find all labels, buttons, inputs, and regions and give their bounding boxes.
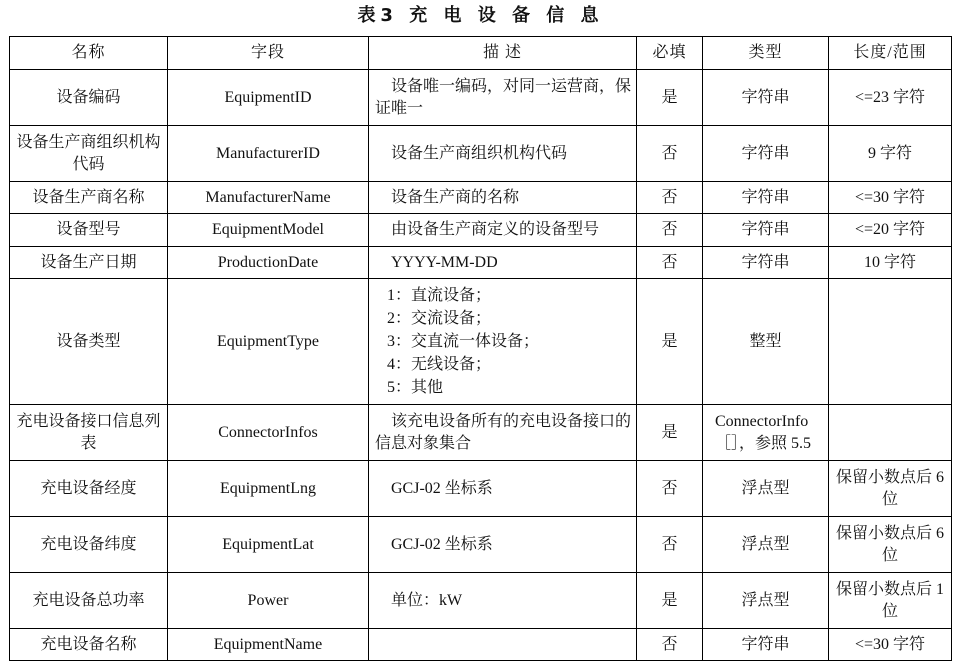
- cell-name: 设备类型: [10, 279, 168, 405]
- cell-range: 保留小数点后 1 位: [829, 573, 952, 629]
- cell-field: EquipmentModel: [168, 214, 369, 247]
- cell-description: 单位：kW: [369, 573, 637, 629]
- table-row: [10, 70, 952, 126]
- cell-name: 设备编码: [10, 70, 168, 126]
- cell-field: ProductionDate: [168, 247, 369, 279]
- table-row: [10, 126, 952, 182]
- cell-name: 充电设备接口信息列表: [10, 405, 168, 461]
- cell-field: EquipmentLng: [168, 461, 369, 517]
- cell-description: GCJ-02 坐标系: [369, 517, 637, 573]
- cell-description: 设备生产商组织机构代码: [369, 126, 637, 182]
- cell-type: 字符串: [703, 182, 829, 214]
- cell-name: 充电设备总功率: [10, 573, 168, 629]
- cell-range: <=23 字符: [829, 70, 952, 126]
- cell-description: 设备生产商的名称: [369, 182, 637, 214]
- cell-type: 浮点型: [703, 517, 829, 573]
- cell-type: 字符串: [703, 70, 829, 126]
- cell-name: 设备生产商组织机构代码: [10, 126, 168, 182]
- cell-name: 充电设备纬度: [10, 517, 168, 573]
- cell-required: 否: [637, 214, 703, 247]
- table-row: [10, 214, 952, 247]
- cell-range: [829, 279, 952, 405]
- equipment-type-option: 4：无线设备；: [387, 356, 492, 373]
- cell-range: <=20 字符: [829, 214, 952, 247]
- cell-description: [369, 279, 637, 405]
- cell-range: 10 字符: [829, 247, 952, 279]
- cell-field: EquipmentID: [168, 70, 369, 126]
- cell-required: 是: [637, 405, 703, 461]
- table-row: [10, 279, 952, 405]
- cell-required: 否: [637, 182, 703, 214]
- cell-required: 是: [637, 70, 703, 126]
- cell-required: 是: [637, 279, 703, 405]
- cell-required: 否: [637, 126, 703, 182]
- table-row: [10, 629, 952, 661]
- cell-type: 字符串: [703, 126, 829, 182]
- table-header-row: [10, 37, 952, 70]
- column-header-required: 必填: [637, 37, 703, 70]
- cell-required: 否: [637, 517, 703, 573]
- cell-description: 该充电设备所有的充电设备接口的信息对象集合: [369, 405, 637, 461]
- column-header-field: 字段: [168, 37, 369, 70]
- cell-type: 浮点型: [703, 573, 829, 629]
- table-row: [10, 573, 952, 629]
- table-row: [10, 405, 952, 461]
- cell-name: 充电设备名称: [10, 629, 168, 661]
- cell-description: 由设备生产商定义的设备型号: [369, 214, 637, 247]
- cell-required: 是: [637, 573, 703, 629]
- cell-range: 保留小数点后 6 位: [829, 461, 952, 517]
- table-row: [10, 247, 952, 279]
- cell-name: 设备型号: [10, 214, 168, 247]
- cell-field: ConnectorInfos: [168, 405, 369, 461]
- cell-name: 设备生产日期: [10, 247, 168, 279]
- column-header-type: 类型: [703, 37, 829, 70]
- cell-range: 9 字符: [829, 126, 952, 182]
- cell-description: 设备唯一编码，对同一运营商，保证唯一: [369, 70, 637, 126]
- cell-type: 浮点型: [703, 461, 829, 517]
- cell-range: [829, 405, 952, 461]
- equipment-type-option: 2：交流设备；: [387, 310, 492, 327]
- table-row: [10, 182, 952, 214]
- cell-type: 字符串: [703, 214, 829, 247]
- cell-type: 字符串: [703, 629, 829, 661]
- cell-name: 设备生产商名称: [10, 182, 168, 214]
- cell-description: GCJ-02 坐标系: [369, 461, 637, 517]
- cell-description: [369, 629, 637, 661]
- cell-required: 否: [637, 247, 703, 279]
- equipment-type-option: 3：交直流一体设备；: [387, 333, 540, 350]
- table-row: [10, 517, 952, 573]
- equipment-type-option: 1：直流设备；: [387, 287, 492, 304]
- cell-required: 否: [637, 629, 703, 661]
- cell-required: 否: [637, 461, 703, 517]
- cell-name: 充电设备经度: [10, 461, 168, 517]
- table-row: [10, 461, 952, 517]
- cell-range: <=30 字符: [829, 629, 952, 661]
- equipment-type-option: 5：其他: [387, 379, 444, 396]
- cell-type: ConnectorInfo［］，参照 5.5: [703, 405, 829, 461]
- cell-type: 字符串: [703, 247, 829, 279]
- cell-field: ManufacturerID: [168, 126, 369, 182]
- column-header-range: 长度/范围: [829, 37, 952, 70]
- table-caption: 表3 充 电 设 备 信 息: [357, 5, 604, 26]
- cell-field: EquipmentType: [168, 279, 369, 405]
- cell-type: 整型: [703, 279, 829, 405]
- cell-field: ManufacturerName: [168, 182, 369, 214]
- column-header-description: 描 述: [369, 37, 637, 70]
- equipment-info-table: [9, 36, 952, 661]
- cell-field: EquipmentLat: [168, 517, 369, 573]
- cell-description: YYYY-MM-DD: [369, 247, 637, 279]
- cell-range: 保留小数点后 6 位: [829, 517, 952, 573]
- cell-range: <=30 字符: [829, 182, 952, 214]
- cell-field: Power: [168, 573, 369, 629]
- column-header-name: 名称: [10, 37, 168, 70]
- cell-field: EquipmentName: [168, 629, 369, 661]
